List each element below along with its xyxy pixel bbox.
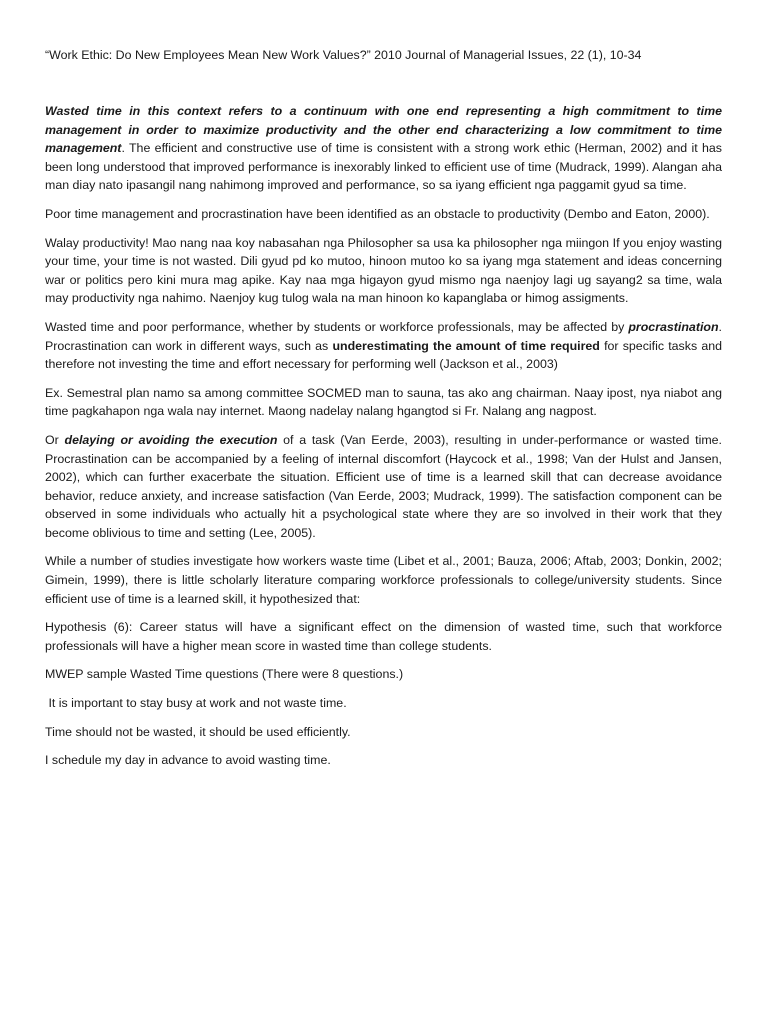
paragraph-delaying-execution [45,431,722,543]
procrastination-text-b: . Procrastination can work in different ways, such as [45,319,722,353]
paragraph-example-socmed: Ex. Semestral plan namo sa among committee SOCMED man to sauna, tas ako ang chairman. Naay ipost, nya niabot ang time pagkahapon nga wala nay internet. Maong nadelay nalang hgangtod si Fr. Nalang ang nagpost. [45,385,722,419]
procrastination-emphasis: procrastination [628,319,719,334]
underestimating-emphasis: underestimating the amount of time required [332,338,600,353]
definition-rest: . The efficient and constructive use of time is consistent with a strong work ethic (Herman, 2002) and it has been long understood that improved performance is inexorably linked to efficient use of time (Mudrack, 1999). Alangan aha man diay nato ipasangil nang nahimong improved and performance, so sa iyang efficient nga paggamit gyud sa time. [45,141,722,193]
delaying-text-a: Or [45,432,65,447]
paragraph-poor-time-management: Poor time management and procrastination have been identified as an obstacle to productivity (Dembo and Eaton, 2000). [45,206,710,221]
delaying-text-b: of a task (Van Eerde, 2003), resulting in under-performance or wasted time. Procrastination can be accompanied by a feeling of internal discomfort (Haycock et al., 1998; Van der Hulst and Jansen, 2002), which can further exacerbate the situation. Efficient use of time is a learned skill that can decrease avoidance behavior, reduce anxiety, and increase satisfaction (Van Eerde, 2003; Mudrack, 1999). The satisfaction component can be observed in some individuals who actually hit a psychological state where they are so involved in their work that they become oblivious to time and setting (Lee, 2005). [45,432,722,540]
paragraph-hypothesis: Hypothesis (6): Career status will have a significant effect on the dimension of wasted time, such that workforce professionals will have a higher mean score in wasted time than college students. [45,620,722,653]
paragraph-walay-productivity: Walay productivity! Mao nang naa koy nabasahan nga Philosopher sa usa ka philosopher nga miingon If you enjoy wasting your time, your time is not wasted. Dili gyud pd ko mutoo, hinoon mutoo ko sa iyang mga statement and ideas concerning war or politics pero kini mura mag apike. Kay naa mga higayon gyud mismo nga naenjoy lagi ug sayang2 sa time, wala may productivity nga nahimo. Naenjoy kug tulog wala na man hinoon ko kapanglaba or himog assigments. [45,235,722,306]
procrastination-text-a: Wasted time and poor performance, whether by students or workforce professionals, may be affected by [45,319,629,334]
question-item: I schedule my day in advance to avoid wasting time. [45,753,331,768]
definition-emphasis: Wasted time in this context refers to a continuum with one end representing a high commitment to time management in order to maximize productivity and the other end characterizing a low commitment to time management [45,104,722,156]
delaying-emphasis: delaying or avoiding the execution [64,432,278,447]
procrastination-text-c: for specific tasks and therefore not investing the time and effort necessary for performing well (Jackson et al., 2003) [45,338,723,372]
document-page [45,46,722,780]
paragraph-procrastination [45,318,722,374]
citation-header: “Work Ethic: Do New Employees Mean New Work Values?” 2010 Journal of Managerial Issues, 22 (1), 10-34 [45,48,642,62]
question-item: It is important to stay busy at work and not waste time. [45,696,347,711]
paragraph-mwep-sample: MWEP sample Wasted Time questions (There were 8 questions.) [45,667,404,682]
paragraph-studies: While a number of studies investigate how workers waste time (Libet et al., 2001; Bauza, 2006; Aftab, 2003; Donkin, 2002; Gimein, 1999), there is little scholarly literature comparing workforce professionals to college/university students. Since efficient use of time is a learned skill, it hypothesized that: [45,554,722,606]
paragraph-wasted-time-definition [45,102,722,195]
question-item: Time should not be wasted, it should be used efficiently. [45,724,351,739]
